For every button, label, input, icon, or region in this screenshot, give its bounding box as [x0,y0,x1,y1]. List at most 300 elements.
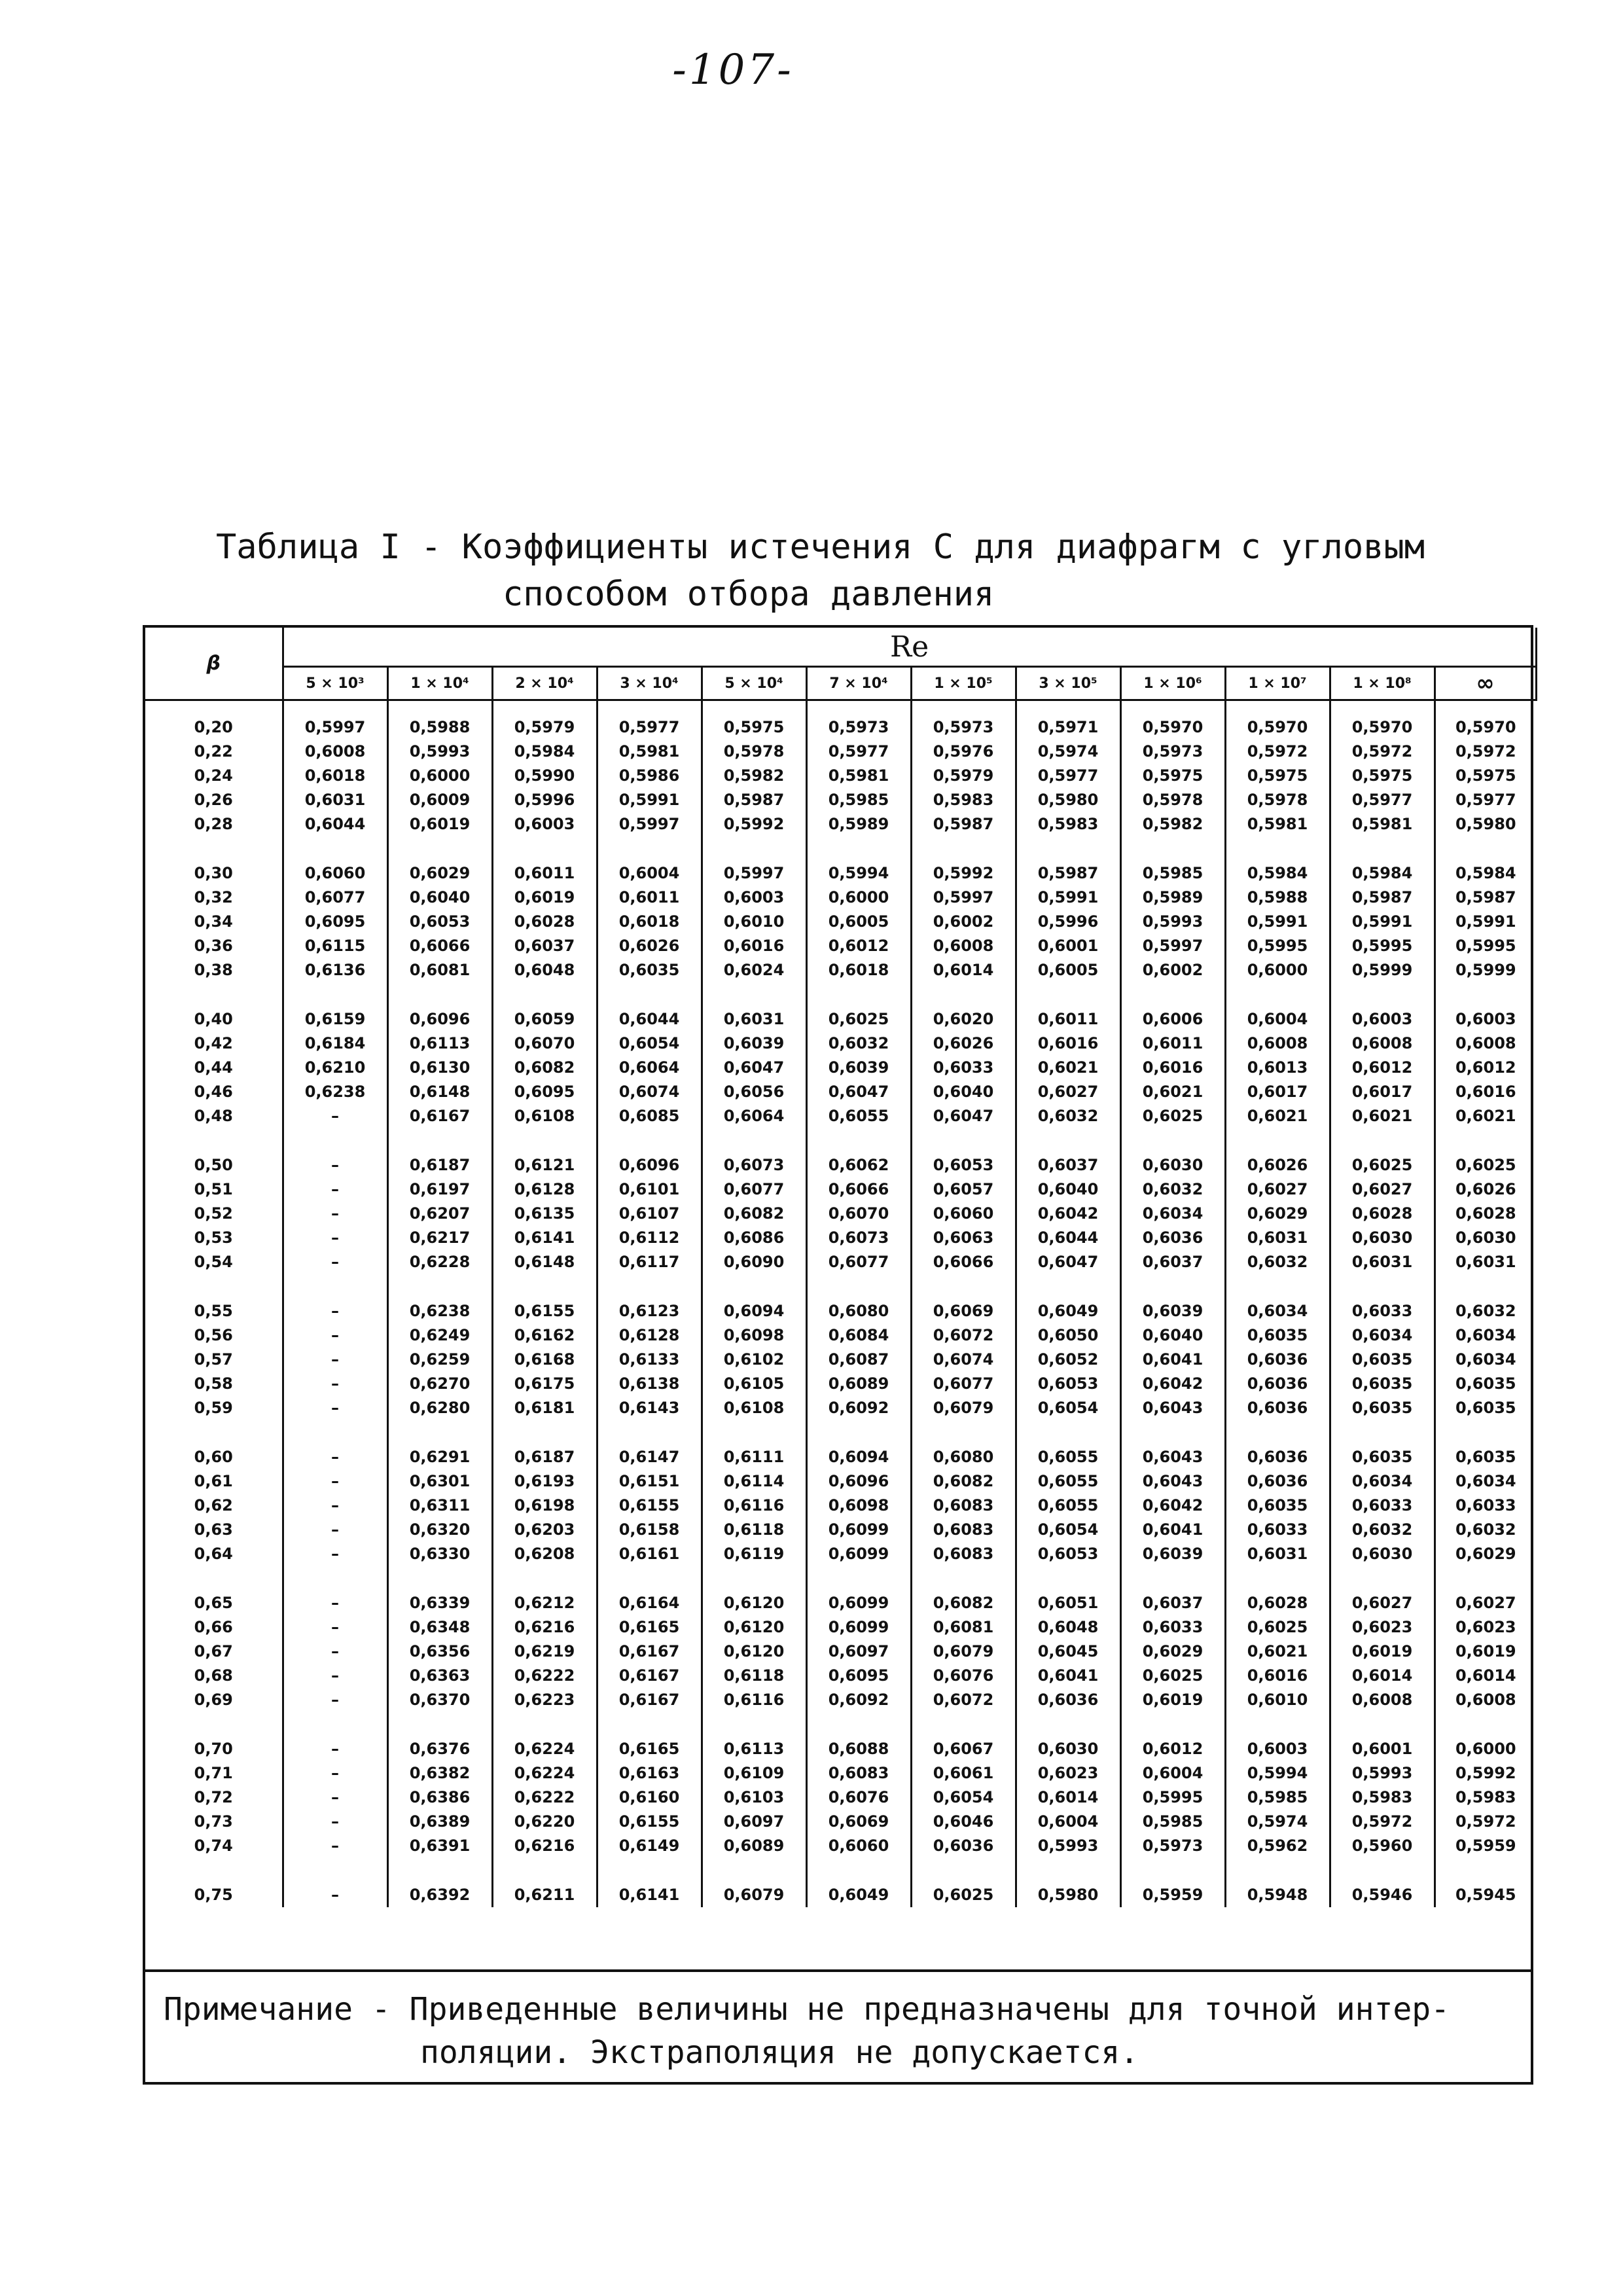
coefficient-cell: – [283,1469,387,1494]
spacer-cell [806,982,911,1007]
spacer-cell [702,836,806,861]
column-header: ∞ [1435,667,1536,700]
table-row [145,812,1536,836]
coefficient-cell: 0,6208 [492,1542,597,1566]
spacer-cell [387,1712,492,1737]
coefficient-cell: 0,6097 [806,1640,911,1664]
coefficient-cell: 0,5993 [1330,1761,1435,1785]
coefficient-cell: 0,6163 [597,1761,702,1785]
coefficient-cell: 0,6392 [387,1883,492,1907]
coefficient-cell: 0,6004 [1225,1007,1330,1031]
group-spacer [145,1712,1536,1737]
coefficient-cell: 0,6016 [702,934,806,958]
coefficient-cell: 0,6062 [806,1153,911,1177]
coefficient-cell: – [283,1518,387,1542]
spacer-cell [597,1274,702,1299]
coefficient-cell: 0,6019 [492,886,597,910]
beta-cell: 0,20 [145,715,283,740]
coefficient-cell: 0,6060 [806,1834,911,1858]
coefficient-cell: 0,6008 [1330,1031,1435,1056]
coefficient-cell: 0,6031 [1435,1250,1536,1274]
coefficient-cell: 0,6002 [1120,958,1225,982]
coefficient-cell: 0,6029 [1120,1640,1225,1664]
coefficient-cell: 0,6045 [1016,1640,1120,1664]
coefficient-cell: 0,6014 [1016,1785,1120,1810]
beta-cell: 0,72 [145,1785,283,1810]
spacer-cell [1330,1712,1435,1737]
table-row [145,861,1536,886]
spacer-cell [806,700,911,716]
coefficient-cell: 0,6001 [1016,934,1120,958]
coefficient-cell: 0,5973 [911,715,1016,740]
coefficient-cell: 0,6060 [911,1202,1016,1226]
coefficient-cell: 0,5975 [1120,764,1225,788]
spacer-cell [806,1858,911,1883]
spacer-cell [1016,1566,1120,1591]
coefficient-cell: 0,6035 [1435,1372,1536,1396]
coefficient-cell: 0,6080 [911,1445,1016,1469]
group-spacer [145,700,1536,716]
coefficient-cell: 0,6198 [492,1494,597,1518]
coefficient-cell: 0,5987 [1016,861,1120,886]
coefficient-cell: 0,6151 [597,1469,702,1494]
spacer-cell [1120,1274,1225,1299]
coefficient-cell: 0,6162 [492,1323,597,1348]
coefficient-cell: 0,6228 [387,1250,492,1274]
spacer-cell [1330,1566,1435,1591]
caption-line-2: способом отбора давления [503,575,995,614]
spacer-cell [492,1858,597,1883]
coefficient-cell: 0,6064 [702,1104,806,1128]
coefficient-cell: 0,6054 [597,1031,702,1056]
coefficient-cell: 0,6082 [492,1056,597,1080]
spacer-cell [702,1566,806,1591]
coefficient-cell: 0,6207 [387,1202,492,1226]
coefficient-cell: 0,6009 [387,788,492,812]
table-caption [216,524,1492,618]
coefficient-cell: 0,5978 [1225,788,1330,812]
table-row [145,886,1536,910]
column-header: 1 × 10⁵ [911,667,1016,700]
spacer-cell [911,982,1016,1007]
table-row [145,1031,1536,1056]
spacer-cell [911,1712,1016,1737]
coefficient-cell: 0,6130 [387,1056,492,1080]
coefficient-cell: 0,5985 [1120,1810,1225,1834]
coefficient-cell: 0,5999 [1330,958,1435,982]
spacer-cell [283,700,387,716]
coefficient-cell: 0,6060 [283,861,387,886]
coefficient-cell: 0,6035 [1435,1445,1536,1469]
page-number: -107- [672,46,794,94]
coefficient-cell: 0,6339 [387,1591,492,1615]
column-header: 5 × 10³ [283,667,387,700]
coefficient-cell: 0,6109 [702,1761,806,1785]
re-header: Re [283,628,1536,667]
coefficient-cell: 0,6026 [1435,1177,1536,1202]
beta-cell: 0,38 [145,958,283,982]
coefficient-cell: 0,6044 [283,812,387,836]
table-row [145,910,1536,934]
coefficient-cell: 0,6039 [1120,1299,1225,1323]
table-row [145,1664,1536,1688]
spacer-cell [1120,836,1225,861]
coefficient-cell: – [283,1348,387,1372]
beta-cell: 0,24 [145,764,283,788]
coefficient-cell: 0,6011 [1016,1007,1120,1031]
coefficient-cell: 0,6026 [1225,1153,1330,1177]
coefficient-cell: 0,6118 [702,1518,806,1542]
coefficient-cell: 0,5974 [1225,1810,1330,1834]
spacer-cell [145,1420,283,1445]
beta-cell: 0,75 [145,1883,283,1907]
coefficient-cell: 0,6224 [492,1737,597,1761]
table-row [145,1323,1536,1348]
table-row [145,788,1536,812]
coefficient-cell: 0,6083 [911,1494,1016,1518]
spacer-cell [283,1858,387,1883]
coefficient-cell: 0,5979 [911,764,1016,788]
spacer-cell [145,982,283,1007]
coefficient-cell: 0,6158 [597,1518,702,1542]
coefficient-cell: 0,6008 [911,934,1016,958]
coefficient-cell: 0,6103 [702,1785,806,1810]
coefficient-cell: 0,5973 [806,715,911,740]
column-header: 1 × 10⁶ [1120,667,1225,700]
spacer-cell [1120,700,1225,716]
spacer-cell [597,1858,702,1883]
group-spacer [145,1420,1536,1445]
coefficient-cell: 0,6141 [492,1226,597,1250]
coefficient-cell: 0,6046 [911,1810,1016,1834]
beta-cell: 0,58 [145,1372,283,1396]
coefficient-cell: 0,6111 [702,1445,806,1469]
coefficient-cell: 0,6034 [1330,1323,1435,1348]
coefficient-cell: 0,6018 [283,764,387,788]
coefficient-cell: 0,6073 [806,1226,911,1250]
coefficient-cell: 0,6041 [1016,1664,1120,1688]
coefficient-cell: 0,5999 [1435,958,1536,982]
beta-cell: 0,48 [145,1104,283,1128]
spacer-cell [702,1128,806,1153]
coefficient-cell: 0,6083 [911,1518,1016,1542]
coefficient-cell: 0,6027 [1435,1591,1536,1615]
coefficient-cell: 0,6066 [387,934,492,958]
group-spacer [145,1128,1536,1153]
spacer-cell [1225,1274,1330,1299]
coefficient-cell: 0,5970 [1225,715,1330,740]
coefficient-cell: 0,5983 [911,788,1016,812]
table-row [145,764,1536,788]
spacer-cell [492,1566,597,1591]
coefficient-cell: 0,6070 [492,1031,597,1056]
coefficient-cell: 0,6027 [1225,1177,1330,1202]
coefficient-cell: 0,6012 [1120,1737,1225,1761]
spacer-cell [911,1858,1016,1883]
coefficient-cell: 0,5992 [1435,1761,1536,1785]
coefficient-cell: 0,6083 [806,1761,911,1785]
coefficient-cell: 0,5984 [492,740,597,764]
coefficient-cell: 0,6021 [1435,1104,1536,1128]
coefficient-cell: 0,6123 [597,1299,702,1323]
spacer-cell [1016,836,1120,861]
spacer-cell [283,1128,387,1153]
coefficient-cell: 0,6055 [1016,1445,1120,1469]
coefficient-cell: 0,5997 [1120,934,1225,958]
spacer-cell [283,1712,387,1737]
coefficient-cell: 0,6114 [702,1469,806,1494]
coefficient-cell: 0,6112 [597,1226,702,1250]
coefficient-cell: 0,6099 [806,1542,911,1566]
coefficient-cell: 0,6042 [1016,1202,1120,1226]
spacer-cell [806,1274,911,1299]
coefficient-cell: 0,5993 [1120,910,1225,934]
coefficient-cell: – [283,1737,387,1761]
group-spacer [145,982,1536,1007]
coefficient-cell: 0,6063 [911,1226,1016,1250]
coefficient-cell: 0,6025 [1330,1153,1435,1177]
coefficient-cell: 0,6021 [1016,1056,1120,1080]
spacer-cell [1330,1420,1435,1445]
beta-cell: 0,34 [145,910,283,934]
coefficient-cell: 0,6363 [387,1664,492,1688]
coefficient-cell: 0,5970 [1435,715,1536,740]
spacer-cell [1330,700,1435,716]
coefficient-cell: 0,5982 [702,764,806,788]
coefficient-cell: – [283,1445,387,1469]
coefficient-cell: 0,5975 [1225,764,1330,788]
beta-cell: 0,63 [145,1518,283,1542]
coefficient-cell: – [283,1542,387,1566]
coefficient-cell: 0,6025 [1120,1104,1225,1128]
coefficient-cell: – [283,1688,387,1712]
coefficient-cell: 0,6027 [1330,1591,1435,1615]
beta-cell: 0,64 [145,1542,283,1566]
beta-cell: 0,60 [145,1445,283,1469]
group-spacer [145,1858,1536,1883]
table-row [145,1542,1536,1566]
table-row [145,1202,1536,1226]
coefficient-cell: 0,6031 [1225,1542,1330,1566]
coefficient-cell: 0,5987 [1435,886,1536,910]
coefficient-cell: 0,6330 [387,1542,492,1566]
table-row [145,1080,1536,1104]
beta-cell: 0,62 [145,1494,283,1518]
spacer-cell [283,1420,387,1445]
coefficient-cell: 0,6128 [597,1323,702,1348]
coefficient-cell: 0,6041 [1120,1348,1225,1372]
coefficient-cell: 0,6037 [1120,1591,1225,1615]
coefficient-cell: 0,5991 [1225,910,1330,934]
coefficient-cell: 0,5987 [702,788,806,812]
coefficient-cell: 0,5974 [1016,740,1120,764]
coefficient-cell: 0,6118 [702,1664,806,1688]
coefficient-cell: – [283,1883,387,1907]
coefficient-cell: 0,6095 [806,1664,911,1688]
coefficient-cell: 0,5991 [1435,910,1536,934]
beta-header: β [145,628,283,700]
coefficient-cell: 0,6027 [1016,1080,1120,1104]
spacer-cell [806,836,911,861]
coefficient-cell: 0,6032 [1016,1104,1120,1128]
coefficient-cell: 0,6094 [702,1299,806,1323]
coefficient-cell: 0,6005 [806,910,911,934]
coefficient-cell: 0,5993 [1016,1834,1120,1858]
coefficient-cell: 0,6055 [1016,1469,1120,1494]
coefficient-cell: 0,6053 [911,1153,1016,1177]
table-row [145,1445,1536,1469]
spacer-cell [1225,982,1330,1007]
coefficient-cell: 0,6084 [806,1323,911,1348]
coefficient-cell: 0,5997 [702,861,806,886]
coefficient-cell: 0,6077 [911,1372,1016,1396]
coefficient-cell: 0,6291 [387,1445,492,1469]
coefficient-cell: 0,6043 [1120,1396,1225,1420]
coefficient-cell: 0,6037 [1016,1153,1120,1177]
spacer-cell [492,1274,597,1299]
coefficient-cell: 0,6056 [702,1080,806,1104]
spacer-cell [1435,1858,1536,1883]
coefficient-cell: 0,6311 [387,1494,492,1518]
spacer-cell [1016,1420,1120,1445]
coefficient-cell: 0,6164 [597,1591,702,1615]
spacer-cell [1120,1420,1225,1445]
beta-cell: 0,66 [145,1615,283,1640]
coefficient-cell: 0,6032 [1120,1177,1225,1202]
coefficient-cell: 0,6033 [1120,1615,1225,1640]
coefficient-cell: 0,6048 [1016,1615,1120,1640]
coefficient-cell: 0,6000 [1435,1737,1536,1761]
coefficient-cell: 0,6155 [492,1299,597,1323]
coefficient-cell: 0,5982 [1120,812,1225,836]
coefficient-cell: 0,6037 [492,934,597,958]
coefficient-cell: 0,6224 [492,1761,597,1785]
coefficient-cell: 0,6053 [387,910,492,934]
spacer-cell [911,700,1016,716]
coefficient-cell: 0,6013 [1225,1056,1330,1080]
spacer-cell [1225,1712,1330,1737]
table-row [145,1348,1536,1372]
coefficient-cell: – [283,1494,387,1518]
coefficient-cell: 0,6116 [702,1688,806,1712]
spacer-cell [911,1420,1016,1445]
coefficient-cell: – [283,1810,387,1834]
coefficient-cell: 0,6219 [492,1640,597,1664]
spacer-cell [597,1128,702,1153]
coefficient-cell: 0,6081 [911,1615,1016,1640]
coefficient-cell: 0,6280 [387,1396,492,1420]
table-row [145,1615,1536,1640]
spacer-cell [1330,1858,1435,1883]
coefficient-cell: 0,6030 [1016,1737,1120,1761]
coefficient-cell: 0,5972 [1225,740,1330,764]
coefficient-cell: 0,5989 [1120,886,1225,910]
coefficient-cell: 0,6072 [911,1688,1016,1712]
coefficient-cell: 0,5977 [1016,764,1120,788]
spacer-cell [1435,700,1536,716]
table-row [145,1810,1536,1834]
coefficient-cell: 0,6049 [1016,1299,1120,1323]
group-spacer [145,1566,1536,1591]
coefficient-cell: 0,5991 [597,788,702,812]
coefficient-cell: 0,6105 [702,1372,806,1396]
spacer-cell [492,1420,597,1445]
coefficient-cell: 0,6120 [702,1591,806,1615]
spacer-cell [1016,1712,1120,1737]
coefficient-cell: 0,6086 [702,1226,806,1250]
coefficient-cell: – [283,1250,387,1274]
coefficient-cell: 0,6223 [492,1688,597,1712]
coefficient-cell: 0,6008 [1330,1688,1435,1712]
coefficient-cell: 0,6036 [1016,1688,1120,1712]
coefficient-cell: 0,5980 [1016,788,1120,812]
spacer-cell [1016,1858,1120,1883]
spacer-cell [283,1274,387,1299]
coefficient-cell: 0,5960 [1330,1834,1435,1858]
coefficient-cell: 0,6203 [492,1518,597,1542]
spacer-cell [492,700,597,716]
coefficient-cell: 0,6044 [1016,1226,1120,1250]
coefficient-cell: 0,5990 [492,764,597,788]
coefficient-cell: 0,6016 [1016,1031,1120,1056]
coefficient-cell: 0,5970 [1120,715,1225,740]
coefficient-cell: 0,6356 [387,1640,492,1664]
coefficient-cell: 0,6021 [1330,1104,1435,1128]
re-values-row [145,667,1536,700]
spacer-cell [492,982,597,1007]
coefficient-cell: 0,6034 [1330,1469,1435,1494]
coefficient-cell: 0,6074 [597,1080,702,1104]
coefficient-cell: 0,6025 [1225,1615,1330,1640]
coefficient-cell: 0,6040 [387,886,492,910]
spacer-cell [145,700,283,716]
beta-cell: 0,73 [145,1810,283,1834]
coefficient-cell: 0,6034 [1435,1323,1536,1348]
column-header: 1 × 10⁸ [1330,667,1435,700]
coefficient-cell: 0,6050 [1016,1323,1120,1348]
spacer-cell [145,1128,283,1153]
beta-cell: 0,36 [145,934,283,958]
coefficient-cell: 0,5977 [806,740,911,764]
coefficient-cell: 0,6043 [1120,1469,1225,1494]
coefficient-cell: 0,6036 [911,1834,1016,1858]
coefficient-cell: 0,6113 [702,1737,806,1761]
coefficient-cell: 0,5988 [387,715,492,740]
spacer-cell [1330,1128,1435,1153]
coefficient-cell: 0,6099 [806,1518,911,1542]
coefficient-cell: 0,6259 [387,1348,492,1372]
coefficient-cell: 0,6041 [1120,1518,1225,1542]
spacer-cell [806,1128,911,1153]
coefficient-cell: 0,5989 [806,812,911,836]
coefficient-cell: 0,6031 [283,788,387,812]
spacer-cell [387,1128,492,1153]
coefficient-cell: 0,6035 [1435,1396,1536,1420]
spacer-cell [1225,1420,1330,1445]
table-row [145,1250,1536,1274]
spacer-cell [1225,836,1330,861]
spacer-cell [597,700,702,716]
coefficient-cell: 0,5978 [702,740,806,764]
coefficient-cell: 0,6133 [597,1348,702,1372]
coefficient-cell: 0,6076 [806,1785,911,1810]
coefficient-cell: 0,6107 [597,1202,702,1226]
coefficient-cell: 0,6033 [1330,1299,1435,1323]
coefficient-cell: – [283,1299,387,1323]
table-row [145,1883,1536,1907]
coefficient-cell: 0,6040 [1016,1177,1120,1202]
spacer-cell [702,700,806,716]
